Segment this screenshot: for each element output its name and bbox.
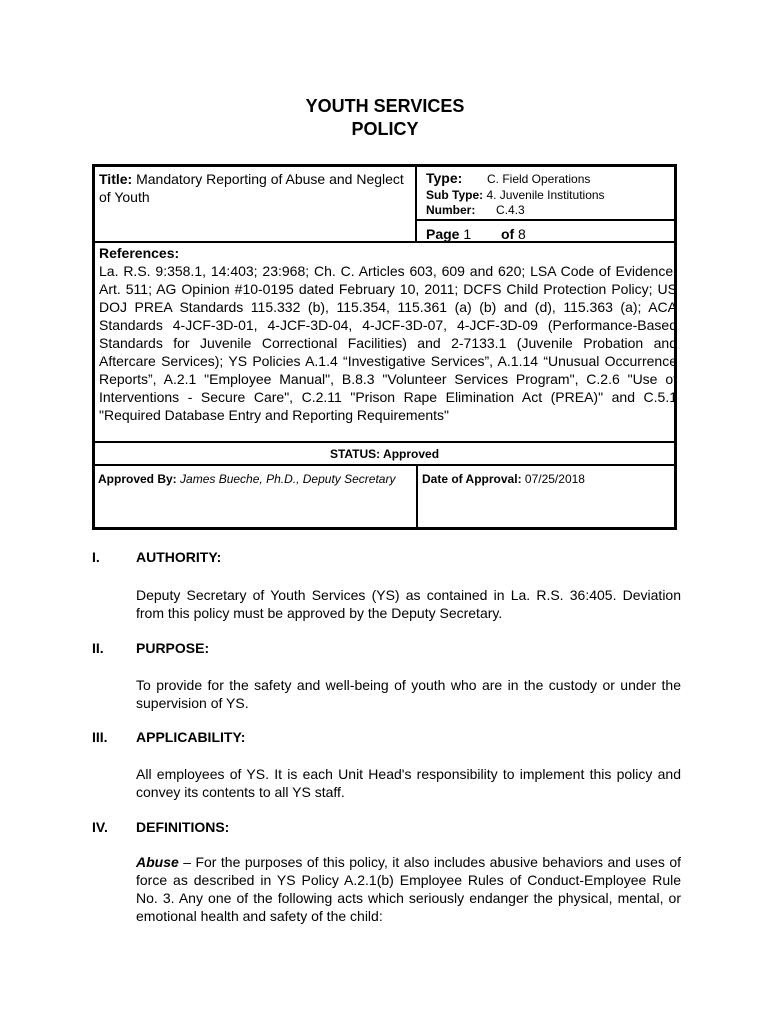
policy-type-block bbox=[426, 171, 676, 219]
page-total: 8 bbox=[518, 226, 526, 242]
status-value: Approved bbox=[383, 447, 440, 461]
approved-by-label: Approved By: bbox=[98, 472, 177, 486]
title-text: Mandatory Reporting of Abuse and Neglect of Youth bbox=[99, 171, 404, 205]
references-label: References: bbox=[99, 245, 180, 261]
section-body: All employees of YS. It is each Unit Head's responsibility to implement this policy and convey its contents to all YS staff. bbox=[136, 766, 681, 800]
status-row bbox=[95, 447, 674, 461]
definition-term: Abuse bbox=[136, 854, 179, 870]
approved-by-value: James Bueche, Ph.D., Deputy Secretary bbox=[180, 472, 396, 486]
section-title: APPLICABILITY: bbox=[136, 729, 246, 745]
section-number: I. bbox=[92, 549, 100, 565]
section-title: AUTHORITY: bbox=[136, 549, 222, 565]
divider-type-page bbox=[415, 219, 674, 221]
divider-status-approval bbox=[95, 464, 674, 466]
type-value: C. Field Operations bbox=[487, 172, 591, 186]
page-number bbox=[426, 226, 526, 242]
page-label: Page bbox=[426, 226, 460, 242]
definition-abuse bbox=[136, 853, 681, 925]
title-label: Title: bbox=[99, 171, 133, 187]
references-text: La. R.S. 9:358.1, 14:403; 23:968; Ch. C. Articles 603, 609 and 620; LSA Code of Evidence; Art. 511; AG Opinion #10-0195 dated February 10, 2011; DCFS Child Protection Policy; US DOJ PREA Standards 115.332 (b), 115.354, 115.361 (a) (b) and (d), 115.363 (a); ACA Standards 4-JCF-3D-01, 4-JCF-3D-04, 4-JCF-3D-07, 4-JCF-3D-09 (Performance-Based Standards for Juvenile Correctional Facilities) and 2-7133.1 (Juvenile Probation and Aftercare Services); YS Policies A.1.4 “Investigative Services”, A.1.14 “Unusual Occurrence Reports”, A.2.1 "Employee Manual", B.8.3 "Volunteer Services Program", C.2.6 "Use of Interventions - Secure Care", C.2.11 "Prison Rape Elimination Act (PREA)" and C.5.1 "Required Database Entry and Reporting Requirements" bbox=[99, 263, 677, 423]
divider-approval-date bbox=[416, 464, 418, 527]
section-number: IV. bbox=[92, 819, 108, 835]
section-number: III. bbox=[92, 729, 108, 745]
policy-header-table bbox=[92, 164, 677, 530]
section-body: Deputy Secretary of Youth Services (YS) as contained in La. R.S. 36:405. Deviation from this policy must be approved by the Deputy Secretary. bbox=[136, 587, 681, 621]
number-value: C.4.3 bbox=[496, 203, 525, 217]
references bbox=[99, 244, 677, 424]
type-row bbox=[426, 171, 676, 188]
policy-title bbox=[99, 170, 417, 206]
page-current: 1 bbox=[463, 226, 472, 242]
section-number: II. bbox=[92, 640, 104, 656]
subtype-value: 4. Juvenile Institutions bbox=[486, 187, 605, 202]
section-body: To provide for the safety and well-being of youth who are in the custody or under the supervision of YS. bbox=[136, 677, 681, 711]
number-row bbox=[426, 203, 676, 219]
section-title: PURPOSE: bbox=[136, 640, 210, 656]
page-of-label: of bbox=[500, 226, 515, 242]
number-label: Number: bbox=[426, 203, 476, 217]
divider-references-status bbox=[95, 441, 674, 443]
status-label: STATUS: bbox=[329, 447, 381, 461]
date-of-approval bbox=[422, 472, 672, 486]
type-label: Type: bbox=[426, 170, 463, 186]
document-heading bbox=[0, 95, 770, 141]
heading-line-1: YOUTH SERVICES bbox=[305, 96, 465, 116]
divider-header-references bbox=[95, 241, 674, 243]
definition-text: – For the purposes of this policy, it also includes abusive behaviors and uses of force as described in YS Policy A.2.1(b) Employee Rules of Conduct-Employee Rule No. 3. Any one of the following acts which seriously endanger the physical, mental, or emotional health and safety of the child: bbox=[136, 854, 681, 924]
subtype-label: Sub Type: bbox=[426, 187, 484, 202]
date-value: 07/25/2018 bbox=[524, 472, 585, 486]
approved-by bbox=[98, 472, 416, 486]
subtype-row bbox=[426, 188, 676, 204]
section-title: DEFINITIONS: bbox=[136, 819, 230, 835]
heading-line-2: POLICY bbox=[351, 119, 419, 139]
date-label: Date of Approval: bbox=[422, 472, 522, 486]
